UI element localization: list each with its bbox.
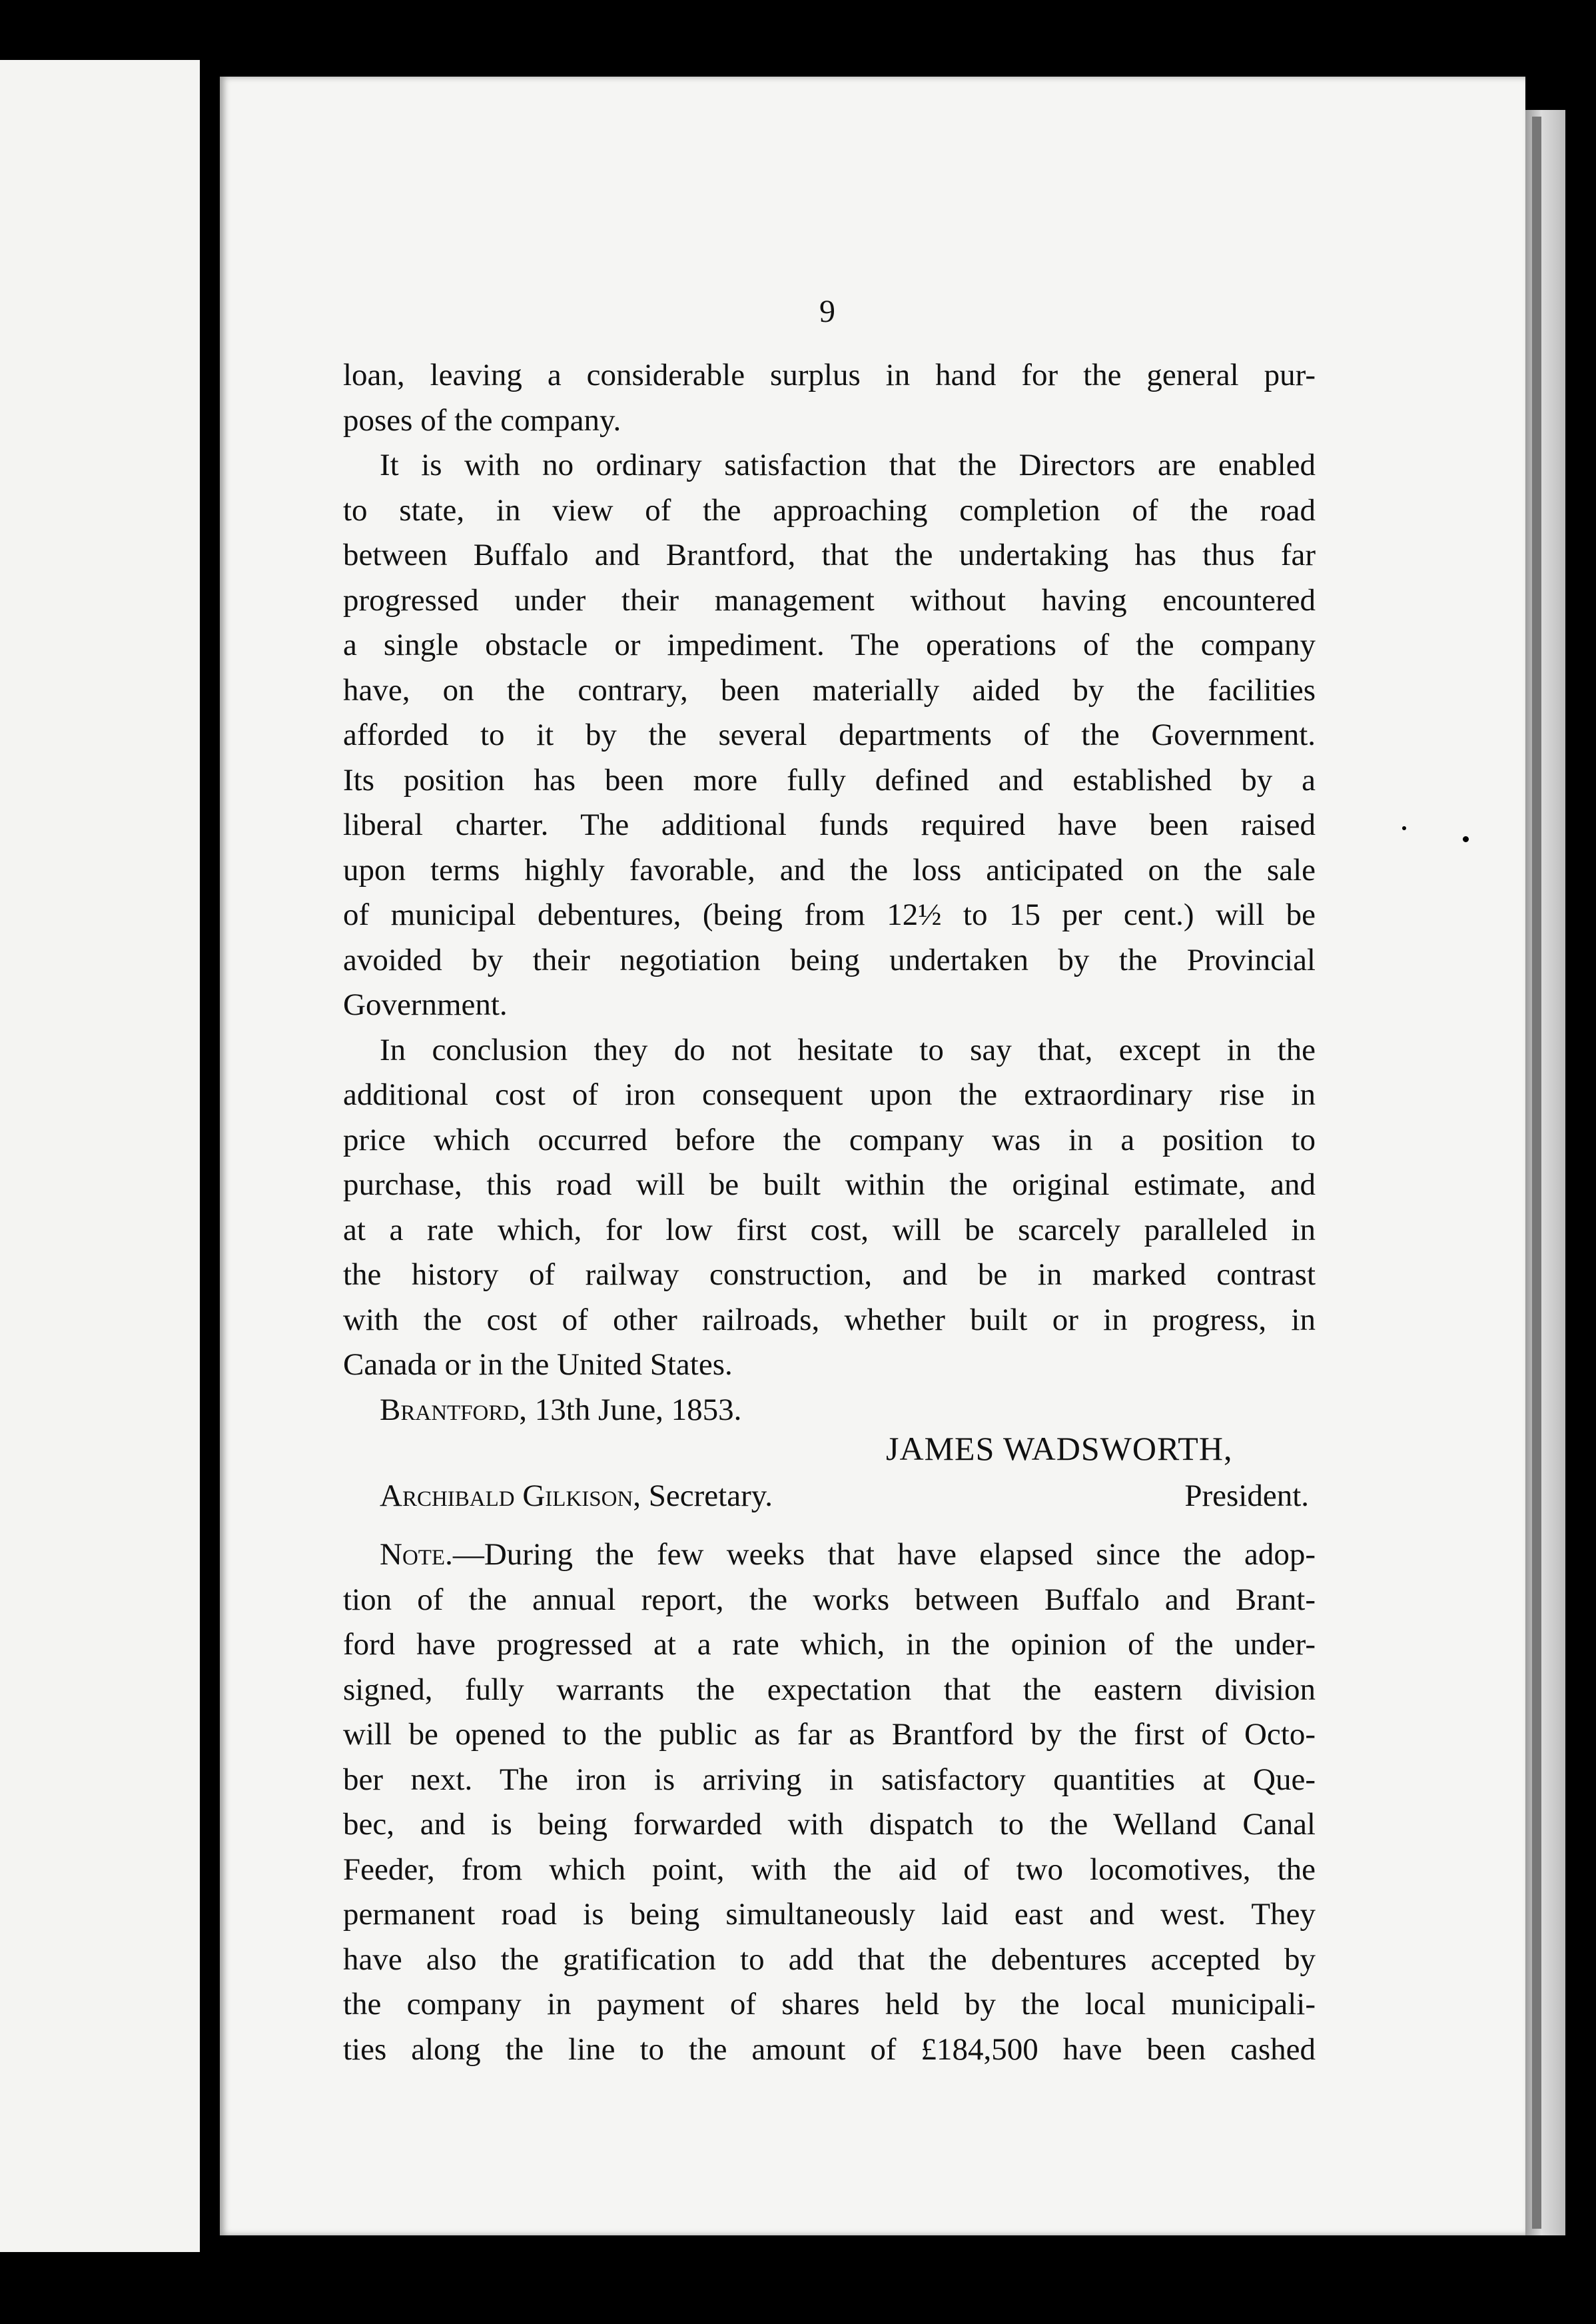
secretary-signature [380,1478,773,1514]
body-line: at a rate which, for low first cost, will be scarcely paralleled in [343,1212,1316,1247]
body-line: avoided by their negotiation being undertaken by the Provincial [343,942,1316,977]
body-line: In conclusion they do not hesitate to say that, except in the [380,1032,1316,1067]
note-line: Feeder, from which point, with the aid of two locomotives, the [343,1852,1316,1887]
page-edge [1525,110,1565,2235]
secretary-title: Secretary. [648,1478,773,1513]
body-line: upon terms highly favorable, and the loss anticipated on the sale [343,852,1316,887]
note-line: ford have progressed at a rate which, in the opinion of the under- [343,1627,1316,1662]
note-text [343,1532,1316,2072]
body-line: loan, leaving a considerable surplus in hand for the general pur- [343,358,1316,392]
president-name: JAMES WADSWORTH, [886,1430,1233,1467]
previous-page-fragment [0,60,200,2252]
dateline [343,1388,1316,1433]
note-line: permanent road is being simultaneously laid east and west. They [343,1897,1316,1932]
body-line: to state, in view of the approaching completion of the road [343,492,1316,528]
page-number: 9 [819,294,835,329]
body-line: Government. [343,987,508,1022]
note-line: ber next. The iron is arriving in satisfactory quantities at Que- [343,1762,1316,1797]
scan-speck [1402,826,1406,830]
body-line: purchase, this road will be built within the original estimate, and [343,1167,1316,1202]
body-line: have, on the contrary, been materially aided by the facilities [343,672,1316,708]
scan-speck [1463,836,1469,842]
body-line: additional cost of iron consequent upon the extraordinary rise in [343,1077,1316,1112]
body-line: price which occurred before the company was in a position to [343,1122,1316,1157]
body-line: poses of the company. [343,402,621,438]
body-line: afforded to it by the several departments of the Government. [343,718,1316,752]
note-line [343,1532,1316,1578]
dateline-date: 13th June, 1853. [534,1392,742,1427]
secretary-name: Archibald Gilkison, [380,1478,641,1513]
note-line: will be opened to the public as far as Brantford by the first of Octo- [343,1717,1316,1752]
body-line: with the cost of other railroads, whether built or in progress, in [343,1302,1316,1337]
note-line: signed, fully warrants the expectation that the eastern division [343,1672,1316,1707]
body-line: the history of railway construction, and be in marked contrast [343,1257,1316,1292]
note-label: Note. [380,1537,453,1572]
body-line: Its position has been more fully defined and established by a [343,762,1316,798]
note-line: ties along the line to the amount of £184,500 have been cashed [343,2032,1316,2067]
body-line: liberal charter. The additional funds required have been raised [343,808,1316,842]
body-line: between Buffalo and Brantford, that the undertaking has thus far [343,538,1316,572]
body-line: of municipal debentures, (being from 12½ to 15 per cent.) will be [343,897,1316,932]
signature-row [380,1478,1309,1514]
note-line: the company in payment of shares held by the local municipali- [343,1987,1316,2022]
body-text [343,353,1316,1433]
note-line: tion of the annual report, the works between Buffalo and Brant- [343,1582,1316,1617]
dateline-place: Brantford, [380,1392,527,1427]
note-line: have also the gratification to add that the debentures accepted by [343,1942,1316,1977]
note-first-line: —During the few weeks that have elapsed since the adop- [452,1537,1316,1572]
body-line: Canada or in the United States. [343,1347,733,1382]
body-line: a single obstacle or impediment. The operations of the company [343,628,1316,662]
body-line: progressed under their management without having encountered [343,582,1316,618]
note-line: bec, and is being forwarded with dispatch to the Welland Canal [343,1807,1316,1842]
body-line: It is with no ordinary satisfaction that the Directors are enabled [380,448,1316,482]
page-edge-shadow [1532,117,1541,2229]
president-title: President. [1184,1478,1309,1513]
